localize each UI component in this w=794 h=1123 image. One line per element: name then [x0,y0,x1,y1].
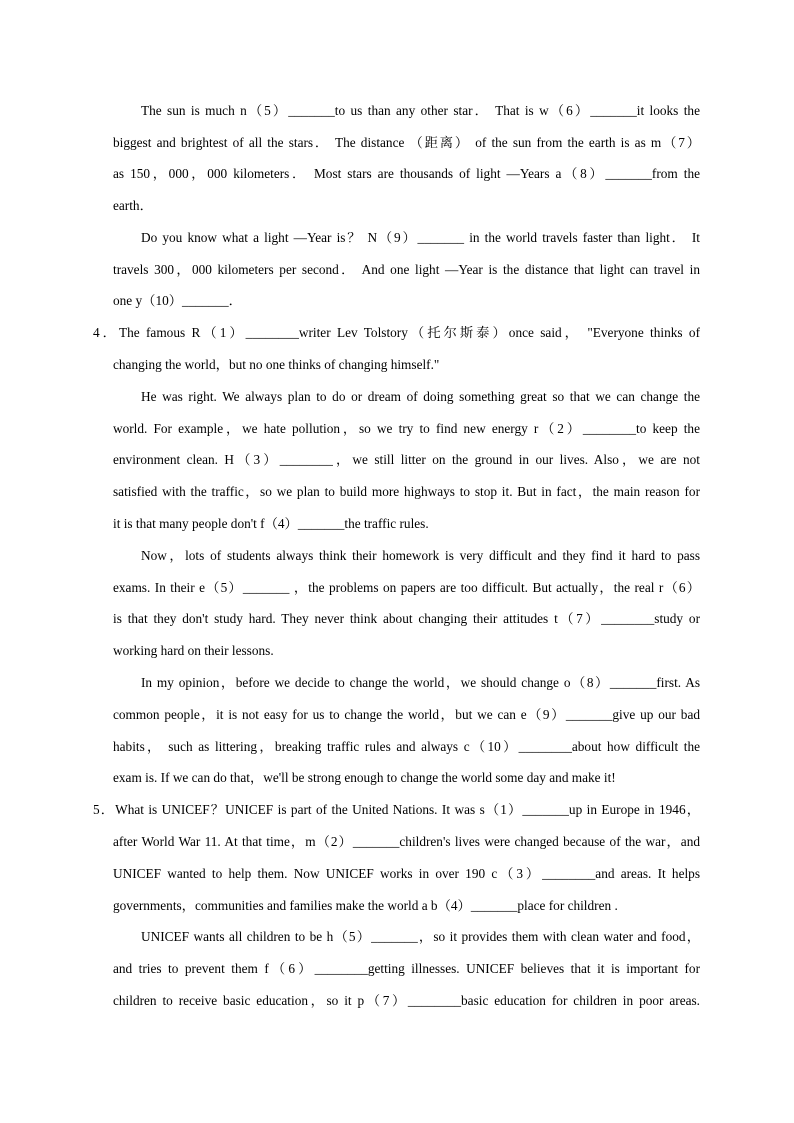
text-line: exam is. If we can do that，we'll be strong enough to change the world some day and make it! [113,770,616,785]
text-line: satisfied with the traffic，so we plan to build more highways to stop it. But in fact，the main reason for [113,484,700,499]
text-line: world. For example，we hate pollution，so we try to find new energy r（2）________to keep the [113,421,700,436]
text-line: and tries to prevent them f（6）________getting illnesses. UNICEF believes that it is important for [113,961,700,976]
text-line: governments，communities and families make the world a b（4）_______place for children . [113,898,618,913]
text-line: exams. In their e（5）_______ ，the problems on papers are too difficult. But actually，the real r（6） [113,580,700,595]
text-line: biggest and brightest of all the stars． The distance （距离） of the sun from the earth is as m（7） [113,135,700,150]
text-line: In my opinion，before we decide to change the world，we should change o（8）_______first. As [141,675,700,690]
text-line: earth． [113,198,153,213]
text-line: common people，it is not easy for us to change the world，but we can e（9）_______give up our bad [113,707,700,722]
text-line: working hard on their lessons. [113,643,274,658]
question-4-heading-line: 4．The famous R（1）________writer Lev Tolstory（托尔斯泰）once said， "Everyone thinks of [93,325,700,340]
text-line: after World War 11. At that time，m（2）_______children's lives were changed because of the war，and [113,834,700,849]
text-line: changing the world，but no one thinks of changing himself." [113,357,440,372]
text-line: Now，lots of students always think their homework is very difficult and they find it hard to pass [141,548,700,563]
text-line: The sun is much n（5）_______to us than any other star． That is w（6）_______it looks the [141,103,700,118]
text-line: He was right. We always plan to do or dream of doing something great so that we can change the [141,389,700,404]
text-line: children to receive basic education，so it p（7）________basic education for children in poor areas. [113,993,700,1008]
text-line: Do you know what a light —Year is？ N（9）_______ in the world travels faster than light． It [141,230,700,245]
text-line: it is that many people don't f（4）_______the traffic rules. [113,516,429,531]
text-line: one y（10）_______． [113,293,242,308]
text-line: as 150，000，000 kilometers． Most stars are thousands of light —Years a（8）_______from the [113,166,700,181]
text-line: travels 300，000 kilometers per second． And one light —Year is the distance that light can travel in [113,262,700,277]
text-line: environment clean. H（3）________，we still litter on the ground in our lives. Also，we are not [113,452,700,467]
text-line: is that they don't study hard. They never think about changing their attitudes t（7）________study or [113,611,700,626]
text-line: UNICEF wants all children to be h（5）_______，so it provides them with clean water and food， [141,929,700,944]
text-line: UNICEF wanted to help them. Now UNICEF works in over 190 c（3）________and areas. It helps [113,866,700,881]
text-line: habits， such as littering，breaking traffic rules and always c（10）________about how difficult the [113,739,700,754]
question-5-heading-line: 5．What is UNICEF？UNICEF is part of the United Nations. It was s（1）_______up in Europe in 1946， [93,802,700,817]
